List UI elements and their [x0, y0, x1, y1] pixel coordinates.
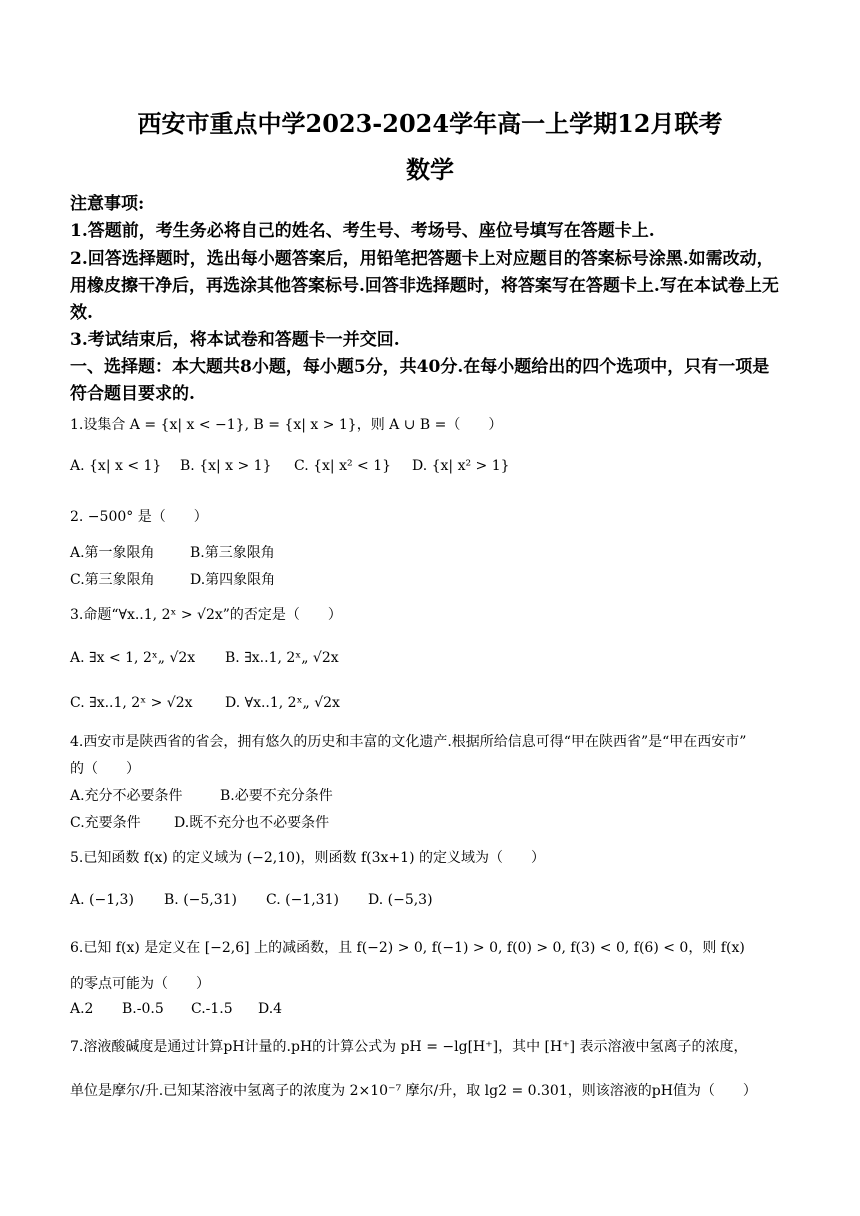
note-item-3: 3.考试结束后，将本试卷和答题卡一并交回.: [70, 330, 400, 350]
question-2-option-a: A.第一象限角: [70, 545, 155, 561]
question-3-option-b: B. ∃x..1, 2ˣ„ √2x: [225, 650, 339, 666]
note-item-2-line-2: 用橡皮擦干净后，再选涂其他答案标号.回答非选择题时，将答案写在答题卡上.写在本试卷上无: [70, 276, 779, 296]
section-heading-line-1: 一、选择题：本大题共8小题，每小题5分，共40分.在每小题给出的四个选项中，只有一项是: [70, 357, 770, 377]
note-item-1: 1.答题前，考生务必将自己的姓名、考生号、考场号、座位号填写在答题卡上.: [70, 221, 655, 241]
question-5-option-d: D. (−5,3): [368, 892, 433, 908]
question-2-option-c: C.第三象限角: [70, 572, 155, 588]
question-3-option-c: C. ∃x..1, 2ˣ > √2x: [70, 695, 193, 711]
question-2-option-b: B.第三象限角: [190, 545, 275, 561]
notes-heading: 注意事项:: [70, 194, 145, 214]
question-4-option-a: A.充分不必要条件: [70, 788, 183, 804]
question-6-option-c: C.-1.5: [191, 1001, 233, 1017]
question-7-stem-line-1: 7.溶液酸碱度是通过计算pH计量的.pH的计算公式为 pH = −lg[H⁺]，其中 [H⁺] 表示溶液中氢离子的浓度，: [70, 1039, 748, 1055]
question-1-stem: 1.设集合 A = {x| x < −1}, B = {x| x > 1}，则 A ∪ B =（ ）: [70, 417, 503, 433]
question-7-stem-line-2: 单位是摩尔/升.已知某溶液中氢离子的浓度为 2×10⁻⁷ 摩尔/升，取 lg2 = 0.301，则该溶液的pH值为（ ）: [70, 1083, 757, 1099]
question-4-stem-line-1: 4.西安市是陕西省的省会，拥有悠久的历史和丰富的文化遗产.根据所给信息可得“甲在陕西省”是“甲在西安市”: [70, 734, 747, 750]
note-item-2-line-1: 2.回答选择题时，选出每小题答案后，用铅笔把答题卡上对应题目的答案标号涂黑.如需改动，: [70, 249, 774, 269]
question-3-option-d: D. ∀x..1, 2ˣ„ √2x: [225, 695, 340, 711]
question-3-stem: 3.命题“∀x..1, 2ˣ > √2x”的否定是（ ）: [70, 607, 342, 623]
question-2-stem: 2. −500° 是（ ）: [70, 509, 208, 525]
question-6-stem-line-2: 的零点可能为（ ）: [70, 976, 210, 992]
question-3-option-a: A. ∃x < 1, 2ˣ„ √2x: [70, 650, 196, 666]
subject-title: 数学: [406, 155, 454, 184]
question-5-option-c: C. (−1,31): [266, 892, 339, 908]
question-6-option-b: B.-0.5: [122, 1001, 164, 1017]
question-6-stem-line-1: 6.已知 f(x) 是定义在 [−2,6] 上的减函数，且 f(−2) > 0, f(−1) > 0, f(0) > 0, f(3) < 0, f(6) < 0，则 f(x): [70, 940, 745, 956]
question-6-option-a: A.2: [70, 1001, 94, 1017]
question-4-option-c: C.充要条件: [70, 815, 141, 831]
exam-title: 西安市重点中学2023-2024学年高一上学期12月联考: [137, 109, 723, 138]
question-1-option-c: C. {x| x² < 1}: [294, 458, 392, 474]
question-5-option-b: B. (−5,31): [164, 892, 238, 908]
question-6-option-d: D.4: [258, 1001, 283, 1017]
question-2-option-d: D.第四象限角: [190, 572, 276, 588]
question-4-option-b: B.必要不充分条件: [220, 788, 333, 804]
question-4-option-d: D.既不充分也不必要条件: [174, 815, 330, 831]
question-1-option-b: B. {x| x > 1}: [180, 458, 272, 474]
question-1-option-a: A. {x| x < 1}: [70, 458, 162, 474]
question-4-stem-line-2: 的（ ）: [70, 761, 140, 777]
question-5-stem: 5.已知函数 f(x) 的定义域为 (−2,10)，则函数 f(3x+1) 的定义域为（ ）: [70, 850, 545, 866]
section-heading-line-2: 符合题目要求的.: [70, 384, 195, 404]
question-5-option-a: A. (−1,3): [70, 892, 134, 908]
note-item-2-line-3: 效.: [70, 303, 93, 323]
question-1-option-d: D. {x| x² > 1}: [412, 458, 510, 474]
